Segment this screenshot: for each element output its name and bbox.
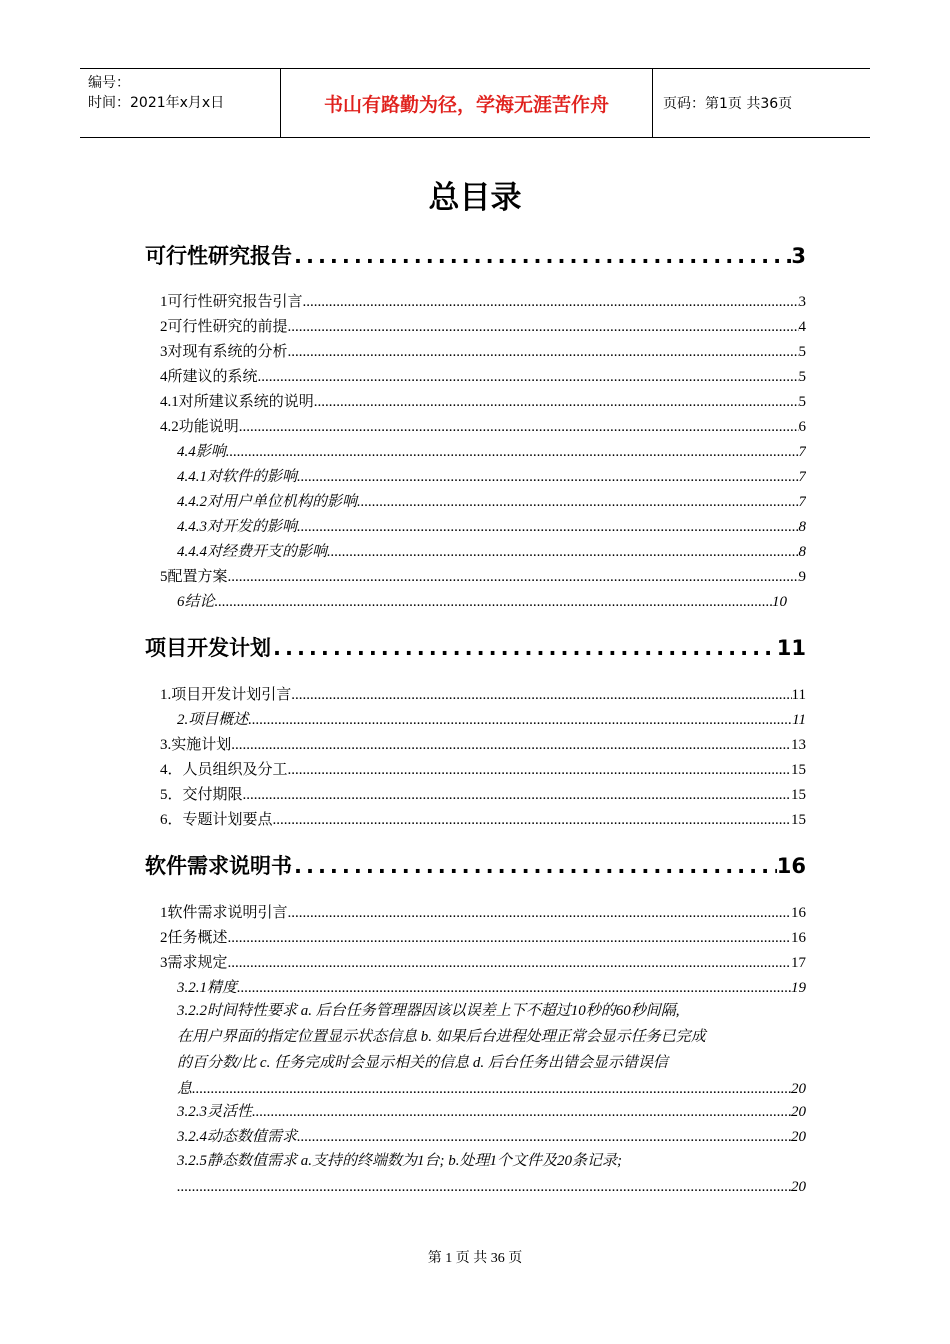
dot-leader [271,636,777,660]
entry-page: 10 [772,594,787,610]
toc-entry-multiline[interactable] [177,1148,806,1200]
toc-entry[interactable] [160,315,806,337]
dot-leader [273,812,791,829]
entry-page: 11 [791,687,806,703]
entry-page: 9 [798,569,806,585]
dot-leader [228,930,791,947]
toc-entry[interactable] [177,1125,806,1147]
toc-entry[interactable] [177,976,806,998]
entry-text: 4.4影响 [177,444,226,460]
dot-leader [252,1104,791,1121]
dot-leader [239,419,799,436]
toc-entry[interactable] [160,758,806,780]
header-page-info: 页码：第1页 共36页 [663,96,793,112]
dot-leader [288,344,799,361]
toc-entry[interactable] [160,565,806,587]
toc-entry[interactable] [160,365,806,387]
toc-section-feasibility[interactable] [145,240,806,270]
header-meta [80,69,281,137]
date-label: 时间：2021年x月x日 [88,95,225,111]
dot-leader [291,687,791,704]
section-title: 项目开发计划 [145,636,271,660]
entry-page: 17 [791,955,806,971]
entry-text: 3需求规定 [160,955,228,971]
document-title: 总目录 [428,180,522,216]
entry-text: 4.4.3对开发的影响 [177,519,298,535]
entry-text: 4.2功能说明 [160,419,239,435]
entry-page: 4 [798,319,806,335]
dot-leader [288,905,791,922]
entry-text: 1可行性研究报告引言 [160,294,303,310]
page-footer: 第 1 页 共 36 页 [427,1251,523,1266]
entry-page: 5 [798,394,806,410]
dot-leader [228,569,799,586]
section-page: 16 [776,854,806,878]
entry-text: 3对现有系统的分析 [160,344,288,360]
entry-page: 8 [798,544,806,560]
entry-text: 4．人员组织及分工 [160,762,288,778]
dot-leader [288,762,791,779]
dot-leader [327,544,798,561]
number-label: 编号： [88,75,130,91]
toc-entry[interactable] [160,733,806,755]
entry-page: 16 [791,905,806,921]
dot-leader [314,394,799,411]
entry-line: 3.2.5静态数值需求 a.支持的终端数为1台; b.处理1个文件及20条记录; [177,1153,622,1169]
toc-entry[interactable] [160,783,806,805]
entry-text: 1.项目开发计划引言 [160,687,292,703]
entry-page: 20 [791,1129,806,1145]
entry-text: 4所建议的系统 [160,369,258,385]
entry-page: 15 [791,762,806,778]
entry-text: 3.2.4动态数值需求 [177,1129,298,1145]
toc-entry[interactable] [177,465,806,487]
entry-page: 19 [791,980,806,996]
entry-page: 15 [791,812,806,828]
entry-page: 6 [798,419,806,435]
entry-line-last [177,1076,806,1102]
page-header [80,68,870,138]
dot-leader [292,854,777,878]
section-title: 可行性研究报告 [145,244,292,268]
entry-line: 3.2.2时间特性要求 a. 后台任务管理器因该以误差上下不超过10秒的60秒间隔, [177,1003,680,1019]
dot-leader [177,1174,791,1200]
entry-page: 20 [791,1104,806,1120]
entry-text: 3.2.1精度 [177,980,238,996]
entry-text: 2.项目概述 [177,712,249,728]
entry-text: 4.4.1对软件的影响 [177,469,298,485]
entry-page: 8 [798,519,806,535]
entry-page: 15 [791,787,806,803]
toc-entry[interactable] [177,515,806,537]
toc-entry[interactable] [160,808,806,830]
entry-text: 3.实施计划 [160,737,232,753]
entry-text: 1软件需求说明引言 [160,905,288,921]
dot-leader [226,444,799,461]
entry-page: 16 [791,930,806,946]
toc-entry-multiline[interactable] [177,998,806,1102]
entry-page: 5 [798,369,806,385]
section-page: 11 [776,636,806,660]
entry-page: 3 [798,294,806,310]
toc-entry[interactable] [160,683,806,705]
entry-page: 7 [798,444,806,460]
entry-text: 6结论 [177,594,215,610]
toc-entry[interactable] [177,708,806,730]
dot-leader [192,1076,791,1102]
toc-entry[interactable] [160,415,806,437]
dot-leader [228,955,791,972]
dot-leader [292,244,791,268]
entry-text: 5．交付期限 [160,787,243,803]
entry-page: 11 [792,712,806,728]
toc-entry[interactable] [177,1100,806,1122]
dot-leader [288,319,799,336]
entry-page: 5 [798,344,806,360]
toc-entry[interactable] [177,440,806,462]
entry-text: 2可行性研究的前提 [160,319,288,335]
entry-text: 4.4.2对用户单位机构的影响 [177,494,358,510]
entry-page: 7 [798,494,806,510]
section-page: 3 [791,244,806,268]
toc-entry[interactable] [160,926,806,948]
toc-entry[interactable] [177,540,806,562]
toc-entry[interactable] [160,290,806,312]
entry-line: 的百分数/比 c. 任务完成时会显示相关的信息 d. 后台任务出错会显示错误信 [177,1055,668,1071]
dot-leader [297,519,798,536]
toc-entry[interactable] [160,340,806,362]
toc-entry[interactable] [177,590,787,612]
dot-leader [258,369,799,386]
header-motto: 书山有路勤为径，学海无涯苦作舟 [281,69,653,137]
entry-page: 20 [791,1179,806,1195]
dot-leader [303,294,799,311]
entry-line-last [177,1174,806,1200]
entry-page: 13 [791,737,806,753]
entry-text: 6．专题计划要点 [160,812,273,828]
section-title: 软件需求说明书 [145,854,292,878]
entry-page: 7 [798,469,806,485]
entry-text: 3.2.3灵活性 [177,1104,253,1120]
dot-leader [297,469,798,486]
dot-leader [231,737,791,754]
dot-leader [243,787,791,804]
toc-section-project-plan[interactable] [145,632,806,662]
toc-entry[interactable] [160,390,806,412]
entry-text: 4.4.4对经费开支的影响 [177,544,328,560]
toc-entry[interactable] [160,951,806,973]
dot-leader [357,494,798,511]
dot-leader [297,1129,791,1146]
entry-page: 20 [791,1081,806,1097]
entry-text: 息 [177,1081,193,1097]
dot-leader [248,712,792,729]
entry-line: 在用户界面的指定位置显示状态信息 b. 如果后台进程处理正常会显示任务已完成 [177,1029,706,1045]
entry-text: 2任务概述 [160,930,228,946]
toc-entry[interactable] [177,490,806,512]
dot-leader [215,594,772,611]
toc-section-requirements[interactable] [145,850,806,880]
entry-text: 4.1对所建议系统的说明 [160,394,314,410]
entry-text: 5配置方案 [160,569,228,585]
dot-leader [237,980,791,997]
toc-entry[interactable] [160,901,806,923]
